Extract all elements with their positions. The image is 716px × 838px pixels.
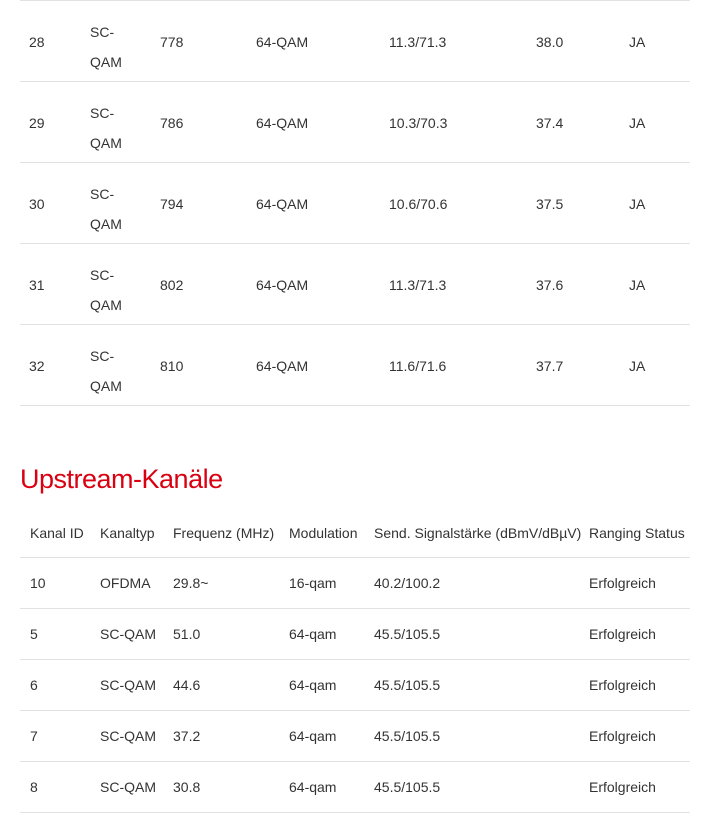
- table-row: [20, 163, 690, 244]
- ranging-status-cell: Erfolgreich: [589, 575, 656, 591]
- signal-power-cell: 10.6/70.6: [389, 196, 448, 212]
- modulation-cell: 64-QAM: [256, 196, 309, 212]
- table-row: [20, 711, 690, 762]
- channel-id-cell: 28: [29, 34, 45, 50]
- transmit-power-cell: 40.2/100.2: [374, 575, 441, 591]
- channel-type-cell: SC-QAM: [100, 779, 156, 795]
- transmit-power-cell: 45.5/105.5: [374, 728, 441, 744]
- channel-type-cell: SC-QAM: [100, 677, 156, 693]
- frequency-cell: 802: [160, 277, 184, 293]
- header-transmit-power: Send. Signalstärke (dBmV/dBµV): [374, 525, 582, 541]
- frequency-cell: 51.0: [173, 626, 201, 642]
- channel-id-cell: 29: [29, 115, 45, 131]
- upstream-table: [20, 506, 690, 813]
- header-frequency: Frequenz (MHz): [173, 525, 275, 541]
- frequency-cell: 29.8~: [173, 575, 209, 591]
- downstream-table: [20, 0, 690, 406]
- ranging-status-cell: Erfolgreich: [589, 779, 656, 795]
- signal-power-cell: 11.3/71.3: [389, 277, 447, 293]
- ranging-status-cell: Erfolgreich: [589, 677, 656, 693]
- snr-cell: 37.5: [536, 196, 564, 212]
- channel-type-cell: SC-QAM: [100, 626, 156, 642]
- transmit-power-cell: 45.5/105.5: [374, 626, 441, 642]
- snr-cell: 37.7: [536, 358, 564, 374]
- channel-id-cell: 30: [29, 196, 45, 212]
- header-channel-type: Kanaltyp: [100, 525, 155, 541]
- frequency-cell: 786: [160, 115, 184, 131]
- channel-id-cell: 8: [30, 779, 38, 795]
- locked-status-cell: JA: [629, 358, 646, 374]
- table-header-row: [20, 506, 690, 558]
- frequency-cell: 810: [160, 358, 184, 374]
- channel-id-cell: 31: [29, 277, 45, 293]
- modulation-cell: 64-QAM: [256, 277, 309, 293]
- upstream-section-title: Upstream-Kanäle: [20, 464, 223, 494]
- channel-id-cell: 7: [30, 728, 38, 744]
- modulation-cell: 64-qam: [289, 728, 337, 744]
- frequency-cell: 794: [160, 196, 184, 212]
- table-row: [20, 244, 690, 325]
- channel-type-cell: SC-QAM: [90, 186, 122, 232]
- modulation-cell: 64-QAM: [256, 34, 309, 50]
- channel-id-cell: 10: [30, 575, 46, 591]
- locked-status-cell: JA: [629, 277, 646, 293]
- signal-power-cell: 11.3/71.3: [389, 34, 447, 50]
- channel-type-cell: SC-QAM: [100, 728, 156, 744]
- locked-status-cell: JA: [629, 34, 646, 50]
- frequency-cell: 44.6: [173, 677, 201, 693]
- channel-type-cell: SC-QAM: [90, 24, 122, 70]
- table-row: [20, 1, 690, 82]
- modulation-cell: 64-QAM: [256, 115, 309, 131]
- locked-status-cell: JA: [629, 196, 646, 212]
- table-row: [20, 82, 690, 163]
- table-row: [20, 609, 690, 660]
- table-row: [20, 762, 690, 813]
- header-ranging-status: Ranging Status: [589, 525, 685, 541]
- modulation-cell: 64-qam: [289, 677, 337, 693]
- table-row: [20, 660, 690, 711]
- snr-cell: 38.0: [536, 34, 564, 50]
- channel-id-cell: 32: [29, 358, 45, 374]
- transmit-power-cell: 45.5/105.5: [374, 779, 441, 795]
- channel-type-cell: OFDMA: [100, 575, 151, 591]
- channel-id-cell: 5: [30, 626, 38, 642]
- signal-power-cell: 11.6/71.6: [389, 358, 447, 374]
- header-channel-id: Kanal ID: [30, 525, 84, 541]
- snr-cell: 37.6: [536, 277, 564, 293]
- snr-cell: 37.4: [536, 115, 564, 131]
- modulation-cell: 64-QAM: [256, 358, 309, 374]
- channel-type-cell: SC-QAM: [90, 105, 122, 151]
- table-row: [20, 325, 690, 406]
- header-modulation: Modulation: [289, 525, 358, 541]
- signal-power-cell: 10.3/70.3: [389, 115, 448, 131]
- transmit-power-cell: 45.5/105.5: [374, 677, 441, 693]
- ranging-status-cell: Erfolgreich: [589, 626, 656, 642]
- table-row: [20, 558, 690, 609]
- frequency-cell: 30.8: [173, 779, 201, 795]
- locked-status-cell: JA: [629, 115, 646, 131]
- channel-type-cell: SC-QAM: [90, 267, 122, 313]
- modulation-cell: 64-qam: [289, 626, 337, 642]
- modulation-cell: 16-qam: [289, 575, 337, 591]
- frequency-cell: 778: [160, 34, 184, 50]
- channel-id-cell: 6: [30, 677, 38, 693]
- frequency-cell: 37.2: [173, 728, 201, 744]
- ranging-status-cell: Erfolgreich: [589, 728, 656, 744]
- channel-type-cell: SC-QAM: [90, 348, 122, 394]
- modulation-cell: 64-qam: [289, 779, 337, 795]
